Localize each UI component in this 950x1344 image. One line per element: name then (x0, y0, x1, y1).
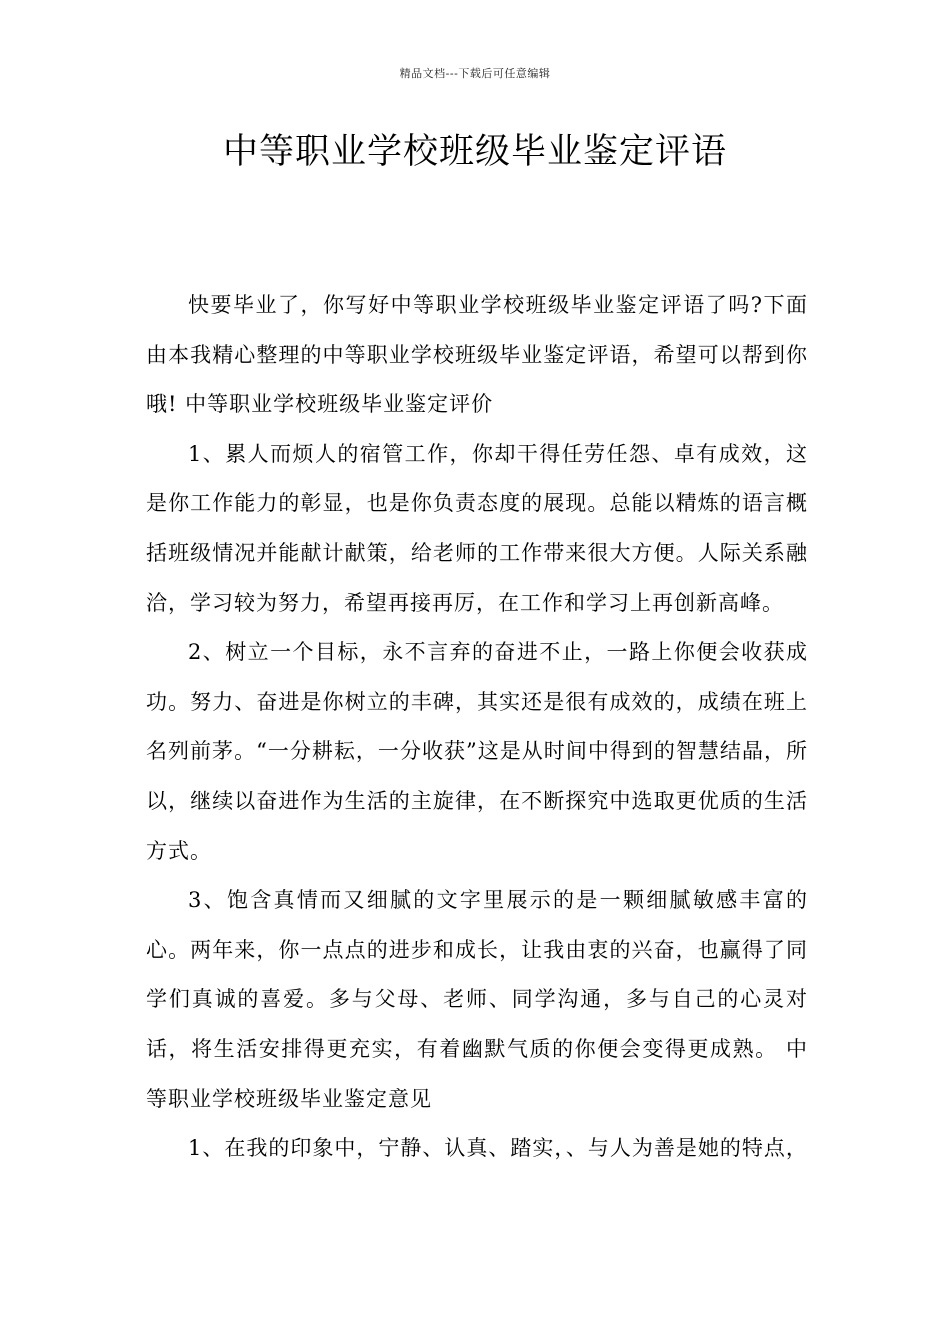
paragraph-comment-2: 2、树立一个目标，永不言弃的奋进不止，一路上你便会收获成功。努力、奋进是你树立的丰碑，其实还是很有成效的，成绩在班上名列前茅。“一分耕耘，一分收获”这是从时间中得到的智慧结晶，所以，继续以奋进作为生活的主旋律，在不断探究中选取更优质的生活方式。 (146, 640, 808, 863)
document-title: 中等职业学校班级毕业鉴定评语 (222, 132, 727, 172)
paragraph-intro: 快要毕业了，你写好中等职业学校班级毕业鉴定评语了吗?下面由本我精心整理的中等职业学校班级毕业鉴定评语，希望可以帮到你哦! 中等职业学校班级毕业鉴定评价 (146, 293, 808, 417)
paragraph-opinion-1: 1、在我的印象中，宁静、认真、踏实，、与人为善是她的特点， (188, 1136, 808, 1161)
document-body (146, 281, 808, 1174)
paragraph-comment-1: 1、累人而烦人的宿管工作，你却干得任劳任怨、卓有成效，这是你工作能力的彰显，也是你负责态度的展现。总能以精炼的语言概括班级情况并能献计献策，给老师的工作带来很大方便。人际关系融洽，学习较为努力，希望再接再厉，在工作和学习上再创新高峰。 (146, 441, 808, 615)
header-note: 精品文档---下载后可任意编辑 (399, 67, 551, 80)
paragraph-comment-3: 3、饱含真情而又细腻的文字里展示的是一颗细腻敏感丰富的心。两年来，你一点点的进步和成长，让我由衷的兴奋，也赢得了同学们真诚的喜爱。多与父母、老师、同学沟通，多与自己的心灵对话，将生活安排得更充实，有着幽默气质的你便会变得更成熟。 中等职业学校班级毕业鉴定意见 (146, 888, 808, 1111)
